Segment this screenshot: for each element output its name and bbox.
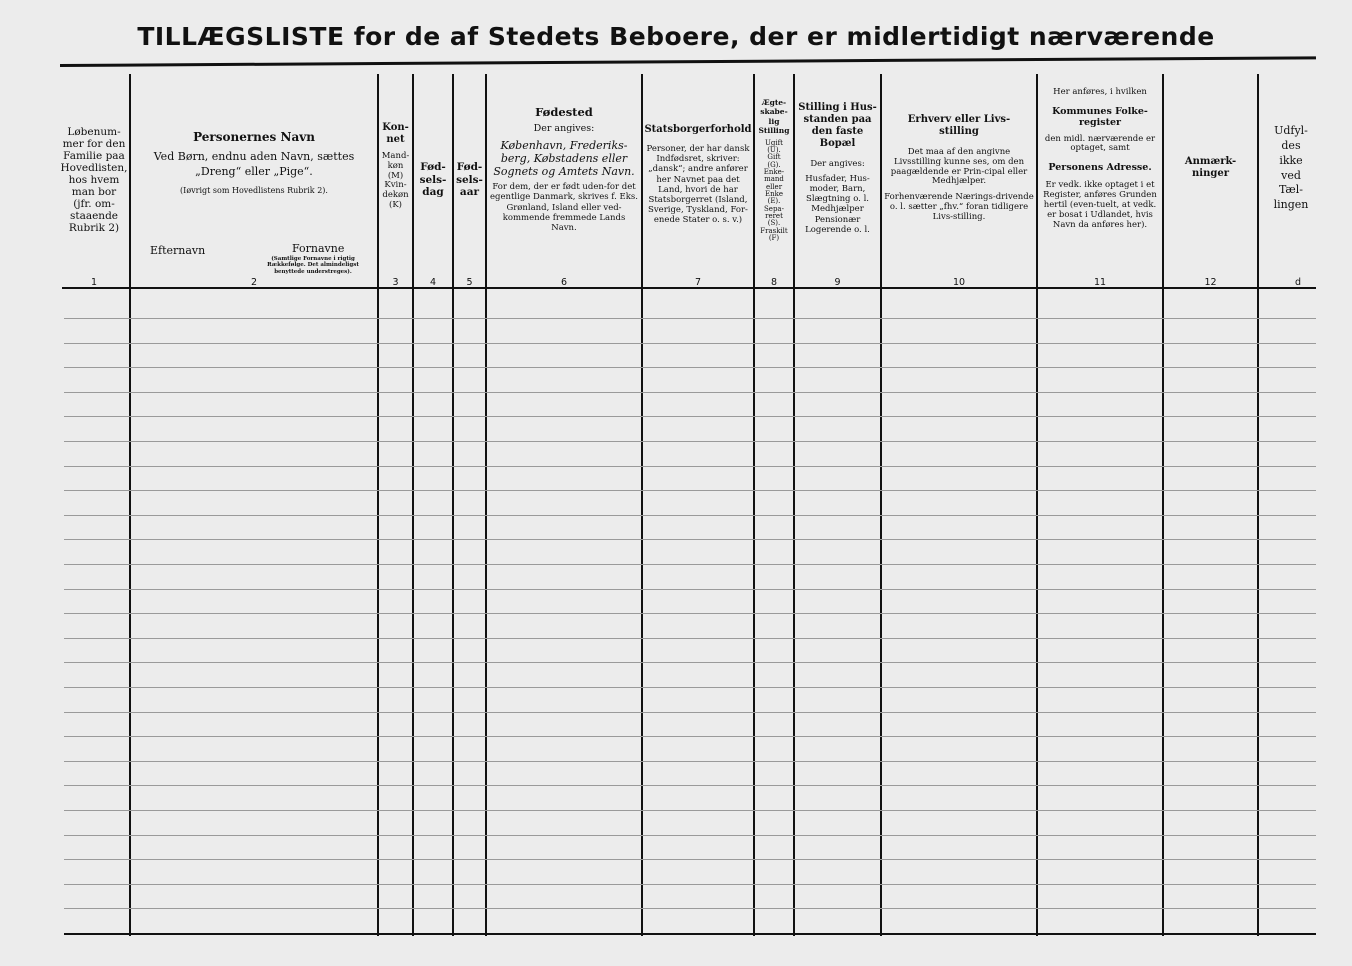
col-12-heading: Anmærk- ninger <box>1184 156 1237 179</box>
col-3-note: Mand- køn (M) Kvin- dekøn (K) <box>381 151 410 210</box>
col-11-note2: den midl. nærværende er optaget, samt <box>1044 133 1156 154</box>
col-number: 8 <box>770 277 778 288</box>
col-5-heading: Fød- sels- aar <box>456 161 483 199</box>
col-8-heading: Ægte- skabe- lig Stilling <box>758 98 790 136</box>
ruled-line <box>64 564 1316 565</box>
col-number: 7 <box>694 277 702 288</box>
col-7-header <box>644 80 752 280</box>
ruled-line <box>64 736 1316 737</box>
col-2-note: Ved Børn, endnu aden Navn, sættes „Dreng“ eller „Pige“. <box>153 150 355 179</box>
col-11-note3: Er vedk. ikke optaget i et Register, anføres Grunden hertil (even-tuelt, at vedk. er bosat i Udlandet, hvis Navn da anføres her). <box>1043 180 1157 230</box>
ruled-line <box>64 589 1316 590</box>
ruled-line <box>64 318 1316 319</box>
col-8-note: Ugift (U). Gift (G). Enke- mand eller Enke (E). Sepa- reret (S). Fraskilt (F) <box>760 138 788 242</box>
ruled-line <box>64 539 1316 540</box>
ruled-line <box>64 613 1316 614</box>
col-d-header <box>1260 80 1322 280</box>
col-divider <box>880 74 882 936</box>
ruled-line <box>64 515 1316 516</box>
col-11-heading: Kommunes Folke- register <box>1052 105 1148 129</box>
ruled-line <box>64 367 1316 368</box>
col-divider <box>129 74 131 936</box>
ruled-line <box>64 785 1316 786</box>
col-6-note1: Der angives: <box>533 122 595 134</box>
col-10-note1: Det maa af den angivne Livsstilling kunne ses, om den paagældende er Prin-cipal eller Medhjælper. <box>890 147 1028 187</box>
ruled-line <box>64 343 1316 344</box>
col-divider <box>485 74 487 936</box>
ruled-line <box>64 859 1316 860</box>
col-9-heading: Stilling i Hus- standen paa den faste Bopæl <box>798 102 877 149</box>
col-number: 2 <box>250 277 258 288</box>
ruled-line <box>64 884 1316 885</box>
col-number: 5 <box>466 277 473 288</box>
col-2-fornavne-label: Fornavne <box>292 242 345 255</box>
col-2-fornavne-note: (Samtlige Fornavne i rigtig Rækkefølge. Det almindeligst benyttede understreges). <box>267 256 359 275</box>
col-9-note2: Husfader, Hus- moder, Barn, Slægtning o. l. Medhjælper Pensionær Logerende o. l. <box>805 173 870 235</box>
ruled-line <box>64 835 1316 836</box>
ruled-line <box>64 392 1316 393</box>
col-2-efternavn-label: Efternavn <box>150 244 206 257</box>
col-number: 9 <box>834 277 841 288</box>
col-7-heading: Statsborgerforhold <box>644 124 752 135</box>
col-number: d <box>1294 277 1302 288</box>
col-number: 4 <box>429 277 437 288</box>
col-10-header <box>884 80 1034 280</box>
col-11-heading2: Personens Adresse. <box>1048 162 1152 174</box>
col-3-heading: Kon- net <box>382 122 409 145</box>
col-10-heading: Erhverv eller Livs- stilling <box>907 114 1011 137</box>
col-10-note2: Forhenværende Nærings-drivende o. l. sætter „fhv.“ foran tidligere Livs-stilling. <box>884 192 1034 222</box>
ruled-line <box>64 638 1316 639</box>
col-1-text: Løbenum- mer for den Familie paa Hovedlisten, hos hvem man bor (jfr. om- staaende Rubrik 2) <box>60 125 128 235</box>
col-6-heading: Fødested <box>535 105 593 119</box>
col-11-note1: Her anføres, i hvilken <box>1053 87 1147 97</box>
ruled-line <box>64 416 1316 417</box>
col-4-header <box>414 80 452 280</box>
col-divider <box>1036 74 1038 936</box>
col-number: 1 <box>90 277 98 288</box>
ruled-line <box>64 441 1316 442</box>
col-2-note2: (Iøvrigt som Hovedlistens Rubrik 2). <box>180 186 328 196</box>
col-2-heading: Personernes Navn <box>193 130 315 144</box>
col-3-header <box>379 80 412 280</box>
page-title: TILLÆGSLISTE for de af Stedets Beboere, der er midlertidigt nærværende <box>137 22 1215 51</box>
col-5-header <box>454 80 485 280</box>
col-number: 6 <box>560 277 568 288</box>
col-8-header <box>755 80 793 280</box>
ruled-line <box>64 687 1316 688</box>
col-11-header <box>1040 80 1160 280</box>
col-number: 10 <box>952 277 966 288</box>
col-number: 11 <box>1093 277 1107 288</box>
col-divider <box>641 74 643 936</box>
col-number: 3 <box>392 277 399 288</box>
col-7-note: Personer, der har dansk Indfødsret, skriver: „dansk“; andre anfører her Navnet paa det Land, hvori de har Statsborgerret (Island, Sverige, Tyskland, For-enede Stater o. s. v.) <box>646 144 750 226</box>
ruled-line <box>64 466 1316 467</box>
col-6-note2: København, Frederiks-berg, Købstadens eller Sognets og Amtets Navn. <box>493 138 635 179</box>
ruled-line <box>64 490 1316 491</box>
ruled-line <box>64 810 1316 811</box>
top-rule <box>60 56 1316 67</box>
col-9-note1: Der angives: <box>810 159 865 169</box>
ruled-line <box>64 908 1316 909</box>
col-1-header <box>60 80 128 280</box>
col-6-header <box>489 80 639 280</box>
col-number: 12 <box>1204 277 1217 288</box>
bottom-rule <box>64 933 1316 935</box>
col-9-header <box>795 80 880 280</box>
col-4-heading: Fød- sels- dag <box>419 161 447 199</box>
ruled-line <box>64 712 1316 713</box>
ruled-line <box>64 662 1316 663</box>
col-12-header <box>1164 80 1257 280</box>
ruled-line <box>64 761 1316 762</box>
col-d-text: Udfyl- des ikke ved Tæl- lingen <box>1273 124 1309 212</box>
col-divider <box>1257 74 1259 936</box>
col-6-note3: For dem, der er født uden-for det egentlige Danmark, skrives f. Eks. Grønland, Island eller ved-kommende fremmede Lands Navn. <box>490 182 638 234</box>
